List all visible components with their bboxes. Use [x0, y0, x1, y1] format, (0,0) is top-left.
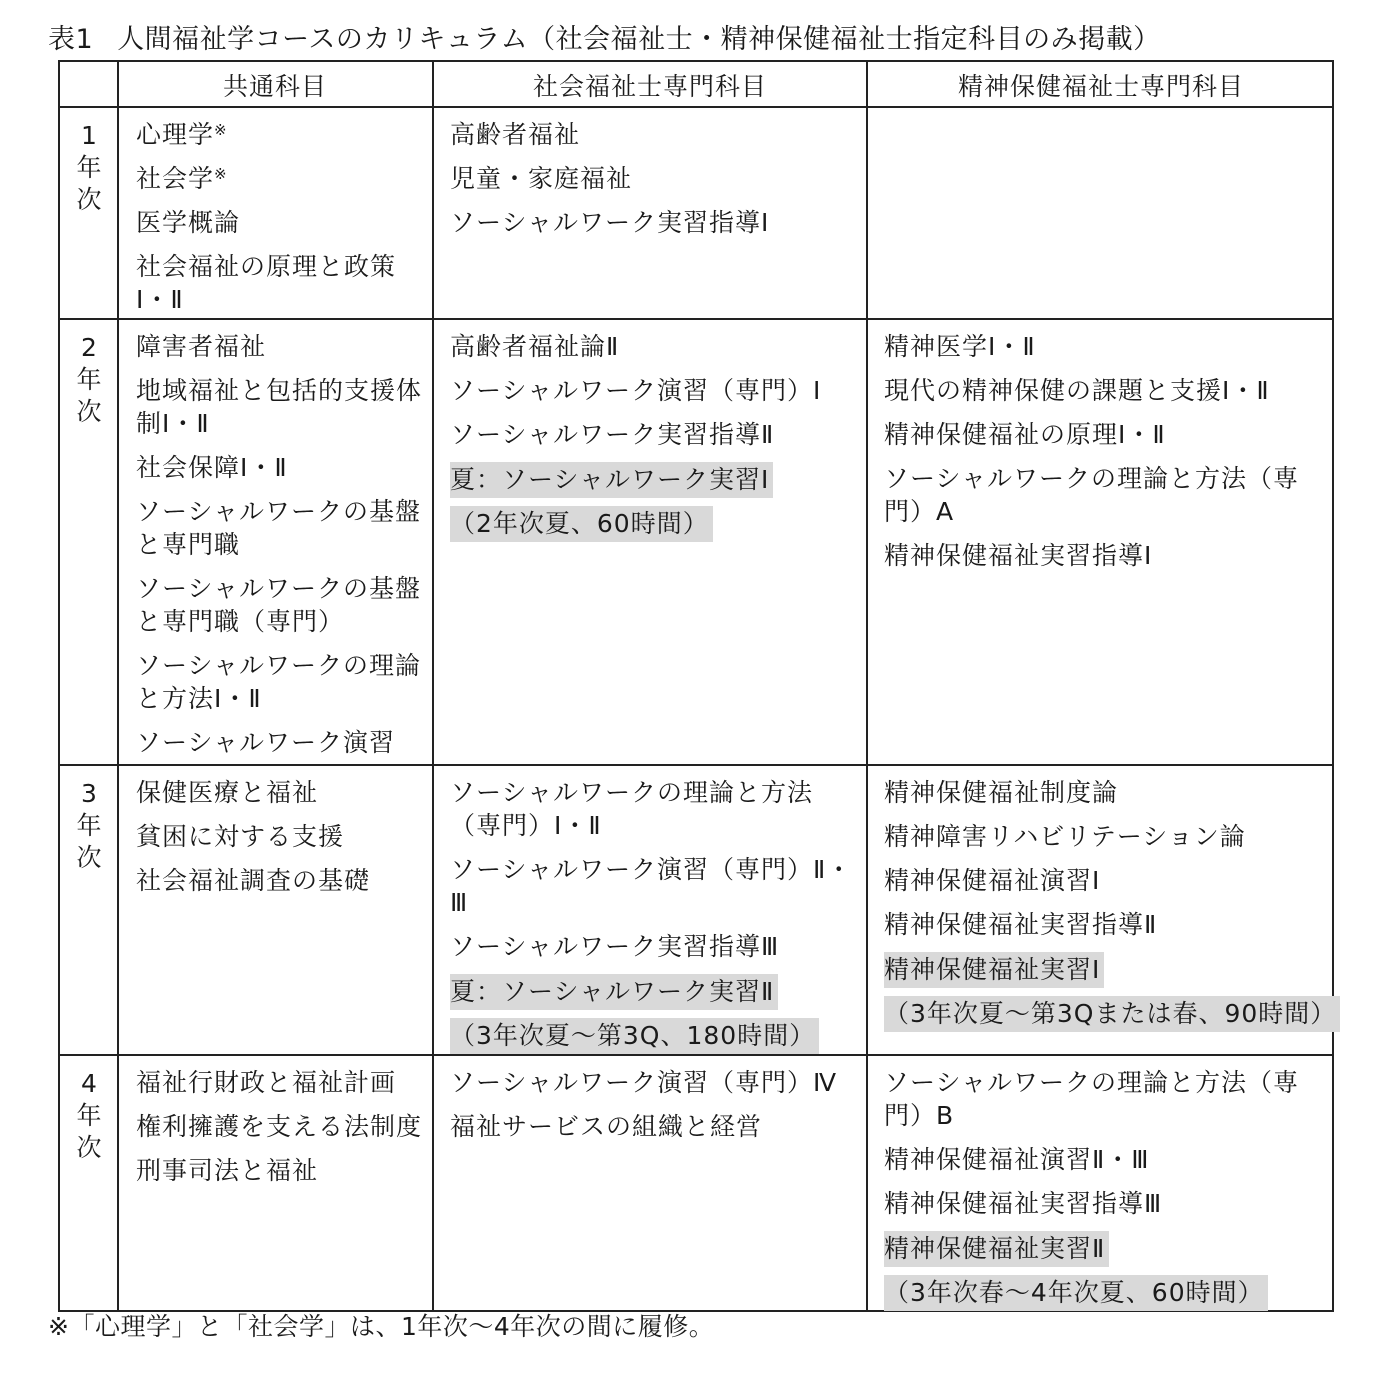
subject: ソーシャルワーク演習: [136, 728, 396, 757]
year-label: 1 年 次: [76, 121, 102, 214]
subject: 精神保健福祉実習指導Ⅱ: [884, 910, 1158, 939]
subject: ソーシャルワークの理論と方法（専門）Ⅰ・Ⅱ: [450, 778, 814, 840]
subject: 精神保健福祉の原理Ⅰ・Ⅱ: [884, 420, 1166, 449]
practicum-detail: （2年次夏、60時間）: [450, 506, 713, 542]
subject: ソーシャルワーク実習指導Ⅰ: [450, 208, 770, 237]
practicum-detail: （3年次夏～第3Qまたは春、90時間）: [884, 996, 1340, 1032]
table-caption: [48, 20, 1161, 60]
header-year: [60, 62, 118, 106]
subject: 精神保健福祉実習指導Ⅲ: [884, 1189, 1163, 1218]
subject: 社会学※: [136, 164, 228, 193]
common-subjects-year1: [136, 118, 426, 327]
year-label: 4 年 次: [76, 1069, 102, 1162]
asterisk-mark: ※: [214, 121, 228, 139]
subject: 福祉行財政と福祉計画: [136, 1068, 397, 1097]
asterisk-mark: ※: [214, 165, 228, 183]
social-subjects-year2: [450, 330, 860, 550]
subject: 高齢者福祉論Ⅱ: [450, 332, 620, 361]
subject: 保健医療と福祉: [136, 778, 319, 807]
social-subjects-year4: [450, 1066, 860, 1154]
practicum-block: [450, 974, 860, 1062]
common-subjects-year2: [136, 330, 426, 770]
header-mental: 精神保健福祉士専門科目: [957, 72, 1244, 101]
subject: ソーシャルワークの理論と方法Ⅰ・Ⅱ: [136, 651, 422, 713]
social-subjects-year3: [450, 776, 860, 1062]
subject: 福祉サービスの組織と経営: [450, 1112, 763, 1141]
header-common: 共通科目: [222, 72, 327, 101]
subject: 精神保健福祉演習Ⅱ・Ⅲ: [884, 1145, 1150, 1174]
year-label: 3 年 次: [76, 779, 102, 872]
subject: 精神保健福祉実習指導Ⅰ: [884, 541, 1153, 570]
subject: 現代の精神保健の課題と支援Ⅰ・Ⅱ: [884, 376, 1270, 405]
subject: 障害者福祉: [136, 332, 267, 361]
practicum-title: 精神保健福祉実習Ⅱ: [884, 1231, 1109, 1267]
subject: 精神障害リハビリテーション論: [884, 822, 1246, 851]
practicum-detail: （3年次春～4年次夏、60時間）: [884, 1275, 1268, 1311]
practicum-block: [884, 1231, 1324, 1319]
subject: 心理学※: [136, 120, 228, 149]
common-subjects-year3: [136, 776, 426, 908]
column-divider: [432, 62, 434, 1310]
subject: ソーシャルワークの理論と方法（専門）B: [884, 1068, 1300, 1130]
subject: 刑事司法と福祉: [136, 1156, 319, 1185]
header-social: 社会福祉士専門科目: [532, 72, 767, 101]
subject: 地域福祉と包括的支援体制Ⅰ・Ⅱ: [136, 376, 423, 438]
subject: 精神医学Ⅰ・Ⅱ: [884, 332, 1036, 361]
subject: 社会保障Ⅰ・Ⅱ: [136, 453, 288, 482]
common-subjects-year4: [136, 1066, 426, 1198]
practicum-title: 精神保健福祉実習Ⅰ: [884, 952, 1104, 988]
subject: ソーシャルワーク実習指導Ⅱ: [450, 420, 775, 449]
subject: 権利擁護を支える法制度: [136, 1112, 423, 1141]
row-divider: [60, 106, 1332, 108]
footnote: ※「心理学」と「社会学」は、1年次～4年次の間に履修。: [48, 1312, 715, 1341]
subject: ソーシャルワークの理論と方法（専門）A: [884, 464, 1300, 526]
subject: ソーシャルワーク演習（専門）Ⅱ・Ⅲ: [450, 855, 853, 917]
practicum-title: 夏：ソーシャルワーク実習Ⅱ: [450, 974, 778, 1010]
subject: ソーシャルワーク演習（専門）Ⅳ: [450, 1068, 838, 1097]
practicum-block: [450, 462, 860, 550]
table-title: 人間福祉学コースのカリキュラム（社会福祉士・精神保健福祉士指定科目のみ掲載）: [117, 24, 1161, 55]
year-label: 2 年 次: [76, 333, 102, 426]
subject: 貧困に対する支援: [136, 822, 345, 851]
practicum-block: [884, 952, 1337, 1040]
mental-subjects-year4: [884, 1066, 1324, 1319]
subject: ソーシャルワーク実習指導Ⅲ: [450, 932, 780, 961]
subject: 高齢者福祉: [450, 120, 581, 149]
subject: 精神保健福祉演習Ⅰ: [884, 866, 1101, 895]
subject: 精神保健福祉制度論: [884, 778, 1119, 807]
column-divider: [866, 62, 868, 1310]
subject: ソーシャルワークの基盤と専門職（専門）: [136, 574, 422, 636]
social-subjects-year1: [450, 118, 860, 250]
practicum-detail: （3年次夏～第3Q、180時間）: [450, 1018, 819, 1054]
table-number: 表1: [48, 24, 94, 55]
mental-subjects-year2: [884, 330, 1324, 583]
mental-subjects-year3: [884, 776, 1337, 1040]
subject: ソーシャルワークの基盤と専門職: [136, 497, 422, 559]
practicum-title: 夏：ソーシャルワーク実習Ⅰ: [450, 462, 773, 498]
subject: 社会福祉調査の基礎: [136, 866, 371, 895]
subject: 社会福祉の原理と政策Ⅰ・Ⅱ: [136, 252, 397, 314]
curriculum-table: [58, 60, 1337, 1312]
subject: ソーシャルワーク演習（専門）Ⅰ: [450, 376, 822, 405]
subject: 児童・家庭福祉: [450, 164, 633, 193]
subject: 医学概論: [136, 208, 241, 237]
